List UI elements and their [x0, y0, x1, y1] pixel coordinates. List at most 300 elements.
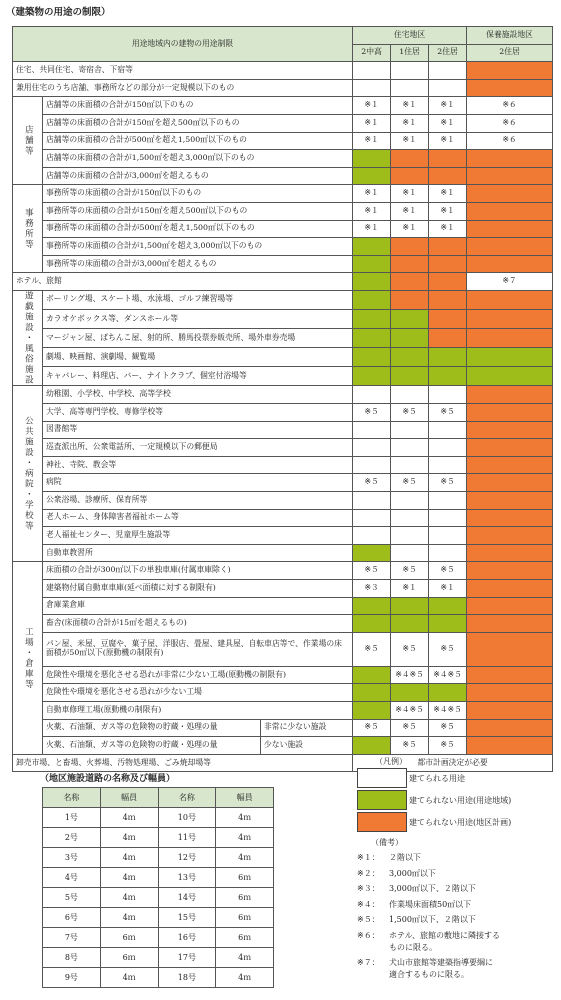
legend: [357, 756, 557, 980]
restriction-cell: [391, 615, 429, 633]
restriction-cell: [467, 509, 553, 527]
restriction-cell: [429, 238, 467, 256]
note-value: ２階以下: [389, 853, 421, 862]
restriction-cell: [391, 238, 429, 256]
table-row: [13, 185, 553, 203]
restriction-cell: ※５: [353, 632, 391, 666]
restriction-cell: [391, 386, 429, 404]
table-row: [13, 255, 553, 273]
road-name: 16号: [158, 928, 216, 948]
restriction-cell: [467, 202, 553, 220]
restriction-cell: [353, 62, 391, 80]
restriction-cell: [391, 439, 429, 457]
restriction-cell: [391, 79, 429, 97]
note-value: ホテル、旅館の敷地に隣接する ものに限る。: [389, 930, 500, 952]
road-name: 2号: [43, 828, 101, 848]
note-key: ※２：: [357, 868, 380, 878]
use-sublabel: 非常に少ない施設: [261, 719, 353, 737]
table-row: [13, 329, 553, 348]
restriction-cell: ※５: [353, 474, 391, 492]
restriction-cell: [353, 79, 391, 97]
restriction-cell: [391, 310, 429, 329]
restriction-cell: [391, 684, 429, 702]
road-name: 8号: [43, 948, 101, 968]
restriction-cell: [391, 329, 429, 348]
category-factory: 工場・倉庫等: [13, 562, 43, 754]
note-value: 3,000㎡以下: [389, 868, 436, 878]
road-row: [43, 908, 274, 928]
road-width: 4ｍ: [216, 968, 274, 988]
restriction-cell: [467, 290, 553, 309]
road-name: 3号: [43, 848, 101, 868]
use-label: 危険性や環境を悪化させる恐れが非常に少ない工場(原動機の制限有): [43, 666, 353, 684]
use-label: 幼稚園、小学校、中学校、高等学校: [43, 386, 353, 404]
restriction-cell: ※１: [353, 97, 391, 115]
restriction-cell: ※３: [353, 579, 391, 597]
restriction-cell: [391, 544, 429, 562]
restriction-cell: [467, 367, 553, 386]
restriction-cell: [429, 310, 467, 329]
restriction-cell: [467, 404, 553, 422]
note-key: ※３：: [357, 884, 380, 894]
restriction-cell: ※１: [429, 202, 467, 220]
restriction-cell: ※４※５: [429, 666, 467, 684]
restriction-cell: [353, 509, 391, 527]
restriction-cell: ※１: [353, 202, 391, 220]
table-row: [13, 367, 553, 386]
table-row: [13, 273, 553, 291]
restriction-cell: [429, 290, 467, 309]
restriction-cell: [467, 491, 553, 509]
restriction-cell: [353, 348, 391, 367]
legend-swatch: [357, 790, 407, 810]
restriction-cell: [467, 615, 553, 633]
use-sublabel: 少ない施設: [261, 737, 353, 755]
note-key: ※５：: [357, 915, 380, 925]
restriction-cell: [391, 167, 429, 185]
road-table: [42, 787, 274, 988]
restriction-cell: [353, 329, 391, 348]
table-row: [13, 615, 553, 633]
use-label: キャバレー、料理店、バー、ナイトクラブ、個室付浴場等: [43, 367, 353, 386]
road-width: 4ｍ: [216, 948, 274, 968]
restriction-cell: ※６: [467, 97, 553, 115]
legend-swatch: [357, 812, 407, 832]
road-header: 幅員: [216, 788, 274, 808]
note-item: [357, 883, 557, 895]
note-value: 3,000㎡以下、２階以下: [389, 884, 476, 894]
restriction-cell: [391, 456, 429, 474]
restriction-cell: ※１: [429, 132, 467, 150]
restriction-cell: ※５: [429, 562, 467, 580]
restriction-cell: [467, 167, 553, 185]
road-width: 4ｍ: [100, 888, 158, 908]
restriction-cell: [467, 79, 553, 97]
road-width: 6ｍ: [216, 888, 274, 908]
road-name: 13号: [158, 868, 216, 888]
restriction-cell: [429, 491, 467, 509]
use-label: 公衆浴場、診療所、保育所等: [43, 491, 353, 509]
restriction-cell: [353, 290, 391, 309]
use-label: ボーリング場、スケート場、水泳場、ゴルフ練習場等: [43, 290, 353, 309]
use-label: 店舗等の床面積の合計が500㎡を超え1,500㎡以下のもの: [43, 132, 353, 150]
restriction-cell: [467, 632, 553, 666]
road-header: 名称: [158, 788, 216, 808]
restriction-cell: ※５: [353, 562, 391, 580]
restriction-cell: [429, 273, 467, 291]
restriction-cell: ※１: [429, 220, 467, 238]
road-width: 4ｍ: [216, 848, 274, 868]
road-width: 4ｍ: [216, 808, 274, 828]
road-row: [43, 848, 274, 868]
restriction-cell: [429, 509, 467, 527]
note-item: [357, 852, 557, 864]
use-label: 火薬、石油類、ガス等の危険物の貯蔵・処理の量: [43, 719, 261, 737]
restriction-cell: ※１: [391, 220, 429, 238]
table-row: [13, 439, 553, 457]
legend-text: 建てられない用途(地区計画): [409, 817, 512, 827]
restriction-cell: [467, 544, 553, 562]
table-row: [13, 290, 553, 309]
use-label: 老人ホーム、身体障害者福祉ホーム等: [43, 509, 353, 527]
header-col: 1住居: [391, 44, 429, 62]
use-label: 巡査派出所、公衆電話所、一定規模以下の郵便局: [43, 439, 353, 457]
road-header: 幅員: [100, 788, 158, 808]
restriction-cell: [353, 367, 391, 386]
road-name: 6号: [43, 908, 101, 928]
table-row: [13, 97, 553, 115]
restriction-cell: [353, 684, 391, 702]
legend-item: [357, 789, 557, 811]
road-width: 4ｍ: [100, 868, 158, 888]
category-shops: 店舗等: [13, 97, 43, 185]
use-label: マージャン屋、ぱちんこ屋、射的所、勝馬投票券販売所、場外車券売場: [43, 329, 353, 348]
road-name: 7号: [43, 928, 101, 948]
restriction-cell: [353, 310, 391, 329]
road-row: [43, 968, 274, 988]
table-row: [13, 579, 553, 597]
category-public: 公共施設・病院・学校等: [13, 386, 43, 562]
table-row: [13, 348, 553, 367]
restriction-cell: [353, 439, 391, 457]
use-label: 事務所等の床面積の合計が3,000㎡を超えるもの: [43, 255, 353, 273]
road-width: 6ｍ: [100, 948, 158, 968]
note-value: 犬山市旅館等建築指導要綱に 適合するものに限る。: [389, 958, 493, 979]
restriction-cell: [353, 597, 391, 615]
restriction-cell: [353, 456, 391, 474]
restriction-cell: ※５: [391, 719, 429, 737]
table-row: [13, 474, 553, 492]
road-name: 10号: [158, 808, 216, 828]
restriction-cell: [429, 684, 467, 702]
road-width: 4ｍ: [100, 908, 158, 928]
restriction-cell: ※４※５: [391, 701, 429, 719]
restriction-cell: [353, 386, 391, 404]
restriction-cell: [429, 348, 467, 367]
legend-item: [357, 811, 557, 833]
restriction-cell: ※１: [429, 579, 467, 597]
use-label: 劇場、映画館、演劇場、観覧場: [43, 348, 353, 367]
restriction-cell: ※５: [429, 719, 467, 737]
road-name: 12号: [158, 848, 216, 868]
restriction-cell: ※５: [353, 404, 391, 422]
road-width: 4ｍ: [100, 848, 158, 868]
restriction-cell: [429, 456, 467, 474]
restriction-cell: [429, 167, 467, 185]
table-row: [13, 310, 553, 329]
header-col: 2中高: [353, 44, 391, 62]
restriction-cell: ※６: [467, 114, 553, 132]
restriction-cell: [353, 255, 391, 273]
requirement-cell: 都市計画決定が必要: [353, 754, 553, 772]
road-width: 6ｍ: [216, 928, 274, 948]
note-item: [357, 930, 557, 953]
table-row: [13, 509, 553, 527]
restriction-cell: [467, 684, 553, 702]
use-label: 店舗等の床面積の合計が150㎡を超え500㎡以下のもの: [43, 114, 353, 132]
restriction-cell: [467, 597, 553, 615]
restriction-cell: ※１: [353, 114, 391, 132]
restriction-cell: ※１: [429, 185, 467, 203]
table-row: [13, 562, 553, 580]
road-row: [43, 808, 274, 828]
road-name: 15号: [158, 908, 216, 928]
road-name: 4号: [43, 868, 101, 888]
note-key: ※１：: [357, 853, 380, 862]
note-key: ※４：: [357, 899, 380, 909]
note-item: [357, 868, 557, 880]
road-width: 6ｍ: [216, 908, 274, 928]
road-width: 6ｍ: [216, 868, 274, 888]
use-label: 事務所等の床面積の合計が500㎡を超え1,500㎡以下のもの: [43, 220, 353, 238]
use-label: 店舗等の床面積の合計が1,500㎡を超え3,000㎡以下のもの: [43, 150, 353, 168]
table-row: [13, 79, 553, 97]
restriction-cell: [353, 544, 391, 562]
table-row: [13, 491, 553, 509]
table-row: [13, 150, 553, 168]
header-facility: 保養施設地区: [467, 27, 553, 45]
restriction-cell: [353, 273, 391, 291]
restriction-cell: [391, 255, 429, 273]
road-width: 6ｍ: [100, 928, 158, 948]
legend-text: 建てられる用途: [409, 773, 465, 783]
use-label: 卸売市場、と畜場、火葬場、汚物処理場、ごみ焼却場等: [13, 754, 353, 772]
restriction-cell: [467, 185, 553, 203]
table-row: [13, 719, 553, 737]
page-title: （建築物の用途の制限）: [6, 7, 111, 18]
use-restriction-table: [12, 26, 553, 772]
restriction-cell: [391, 150, 429, 168]
restriction-cell: [467, 348, 553, 367]
restriction-cell: ※１: [391, 97, 429, 115]
note-item: [357, 899, 557, 911]
use-label: 大学、高等専門学校、専修学校等: [43, 404, 353, 422]
restriction-cell: [467, 421, 553, 439]
table-row: [13, 167, 553, 185]
use-label: ホテル、旅館: [13, 273, 353, 291]
header-col: 2住居: [429, 44, 467, 62]
restriction-cell: ※１: [353, 185, 391, 203]
legend-title: （凡例）: [375, 757, 407, 766]
use-label: 図書館等: [43, 421, 353, 439]
road-name: 9号: [43, 968, 101, 988]
restriction-cell: [467, 220, 553, 238]
restriction-cell: [391, 527, 429, 545]
use-label: 店舗等の床面積の合計が150㎡以下のもの: [43, 97, 353, 115]
legend-swatch: [357, 768, 407, 788]
restriction-cell: [429, 615, 467, 633]
use-label: 事務所等の床面積の合計が150㎡を超え500㎡以下のもの: [43, 202, 353, 220]
restriction-cell: [467, 62, 553, 80]
legend-item: [357, 767, 557, 789]
table-row: [13, 202, 553, 220]
restriction-cell: [467, 150, 553, 168]
restriction-cell: [429, 439, 467, 457]
table-row: [13, 238, 553, 256]
table-row: [13, 386, 553, 404]
use-label: 危険性や環境を悪化させる恐れが少ない工場: [43, 684, 353, 702]
table-row: [13, 404, 553, 422]
use-label: 事務所等の床面積の合計が150㎡以下のもの: [43, 185, 353, 203]
restriction-cell: [467, 579, 553, 597]
note-item: [357, 914, 557, 926]
restriction-cell: [429, 544, 467, 562]
notes-title: （備考）: [371, 838, 403, 847]
table-row: [13, 527, 553, 545]
road-row: [43, 888, 274, 908]
note-value: 1,500㎡以下、２階以下: [389, 915, 476, 925]
restriction-cell: [391, 367, 429, 386]
restriction-cell: [353, 615, 391, 633]
restriction-cell: [429, 150, 467, 168]
use-label: カラオケボックス等、ダンスホール等: [43, 310, 353, 329]
note-key: ※７：: [357, 958, 380, 968]
use-label: 事務所等の床面積の合計が1,500㎡を超え3,000㎡以下のもの: [43, 238, 353, 256]
use-label: 畜舎(床面積の合計が15㎡を超えるもの): [43, 615, 353, 633]
table-row: [13, 684, 553, 702]
note-value: 作業場床面積50㎡以下: [389, 899, 472, 909]
restriction-cell: [429, 329, 467, 348]
restriction-cell: [353, 666, 391, 684]
road-row: [43, 868, 274, 888]
restriction-cell: [353, 150, 391, 168]
header-col: 2住居: [467, 44, 553, 62]
restriction-cell: [391, 62, 429, 80]
restriction-cell: [353, 238, 391, 256]
table-row: [13, 62, 553, 80]
road-name: 14号: [158, 888, 216, 908]
restriction-cell: [429, 79, 467, 97]
use-label: 倉庫業倉庫: [43, 597, 353, 615]
use-label: 兼用住宅のうち店舗、事務所などの部分が一定規模以下のもの: [13, 79, 353, 97]
restriction-cell: [391, 290, 429, 309]
restriction-cell: [353, 167, 391, 185]
restriction-cell: ※６: [467, 132, 553, 150]
header-use-label: 用途地域内の建物の用途制限: [13, 27, 353, 62]
restriction-cell: [391, 421, 429, 439]
legend-text: 建てられない用途(用途地域): [409, 795, 512, 805]
restriction-cell: [467, 329, 553, 348]
use-label: 建築物付属自動車車庫(延べ面積に対する制限有): [43, 579, 353, 597]
use-label: 病院: [43, 474, 353, 492]
use-label: 店舗等の床面積の合計が3,000㎡を超えるもの: [43, 167, 353, 185]
restriction-cell: ※５: [391, 404, 429, 422]
table-row: [13, 544, 553, 562]
restriction-cell: [467, 737, 553, 755]
restriction-cell: ※５: [429, 404, 467, 422]
restriction-cell: [429, 255, 467, 273]
road-name: 18号: [158, 968, 216, 988]
restriction-cell: ※１: [391, 579, 429, 597]
restriction-cell: ※５: [391, 632, 429, 666]
table-row: [13, 701, 553, 719]
restriction-cell: [467, 527, 553, 545]
road-name: 5号: [43, 888, 101, 908]
restriction-cell: ※１: [429, 97, 467, 115]
restriction-cell: [467, 719, 553, 737]
road-width: 4ｍ: [100, 968, 158, 988]
restriction-cell: [353, 701, 391, 719]
road-name: 11号: [158, 828, 216, 848]
road-width: 4ｍ: [216, 828, 274, 848]
restriction-cell: [429, 62, 467, 80]
restriction-cell: ※５: [391, 562, 429, 580]
category-amusement: 遊戯施設・風俗施設: [13, 290, 43, 386]
use-label: 神社、寺院、教会等: [43, 456, 353, 474]
road-row: [43, 828, 274, 848]
use-label: 火薬、石油類、ガス等の危険物の貯蔵・処理の量: [43, 737, 261, 755]
note-key: ※６：: [357, 930, 380, 940]
restriction-cell: [467, 666, 553, 684]
restriction-cell: [391, 509, 429, 527]
restriction-cell: ※５: [429, 474, 467, 492]
restriction-cell: ※１: [391, 185, 429, 203]
header-residential: 住宅地区: [353, 27, 467, 45]
restriction-cell: [467, 310, 553, 329]
use-label: パン屋、米屋、豆腐や、菓子屋、洋服店、畳屋、建具屋、自転車店等で、作業場の床面積が50㎡以下(原動機の制限有): [43, 632, 353, 666]
restriction-cell: ※５: [391, 737, 429, 755]
use-label: 自動車修理工場(原動機の制限有): [43, 701, 353, 719]
restriction-cell: [429, 367, 467, 386]
restriction-cell: [353, 527, 391, 545]
restriction-cell: ※１: [353, 220, 391, 238]
road-name: 17号: [158, 948, 216, 968]
restriction-cell: [429, 421, 467, 439]
restriction-cell: [353, 421, 391, 439]
table-row: [13, 737, 553, 755]
restriction-cell: [391, 273, 429, 291]
use-label: 床面積の合計が300㎡以下の単独車庫(付属車庫除く): [43, 562, 353, 580]
road-name: 1号: [43, 808, 101, 828]
road-width: 4ｍ: [100, 808, 158, 828]
table-row: [13, 666, 553, 684]
restriction-cell: ※５: [391, 474, 429, 492]
road-table-title: （地区施設道路の名称及び幅員）: [40, 774, 176, 784]
restriction-cell: [467, 386, 553, 404]
table-row: [13, 421, 553, 439]
table-row: [13, 597, 553, 615]
restriction-cell: ※５: [353, 719, 391, 737]
restriction-cell: [353, 737, 391, 755]
restriction-cell: ※７: [467, 273, 553, 291]
restriction-cell: ※１: [391, 202, 429, 220]
table-row: [13, 114, 553, 132]
restriction-cell: ※４※５: [429, 701, 467, 719]
restriction-cell: [353, 491, 391, 509]
table-row: [13, 220, 553, 238]
restriction-cell: [467, 474, 553, 492]
restriction-cell: ※１: [391, 114, 429, 132]
